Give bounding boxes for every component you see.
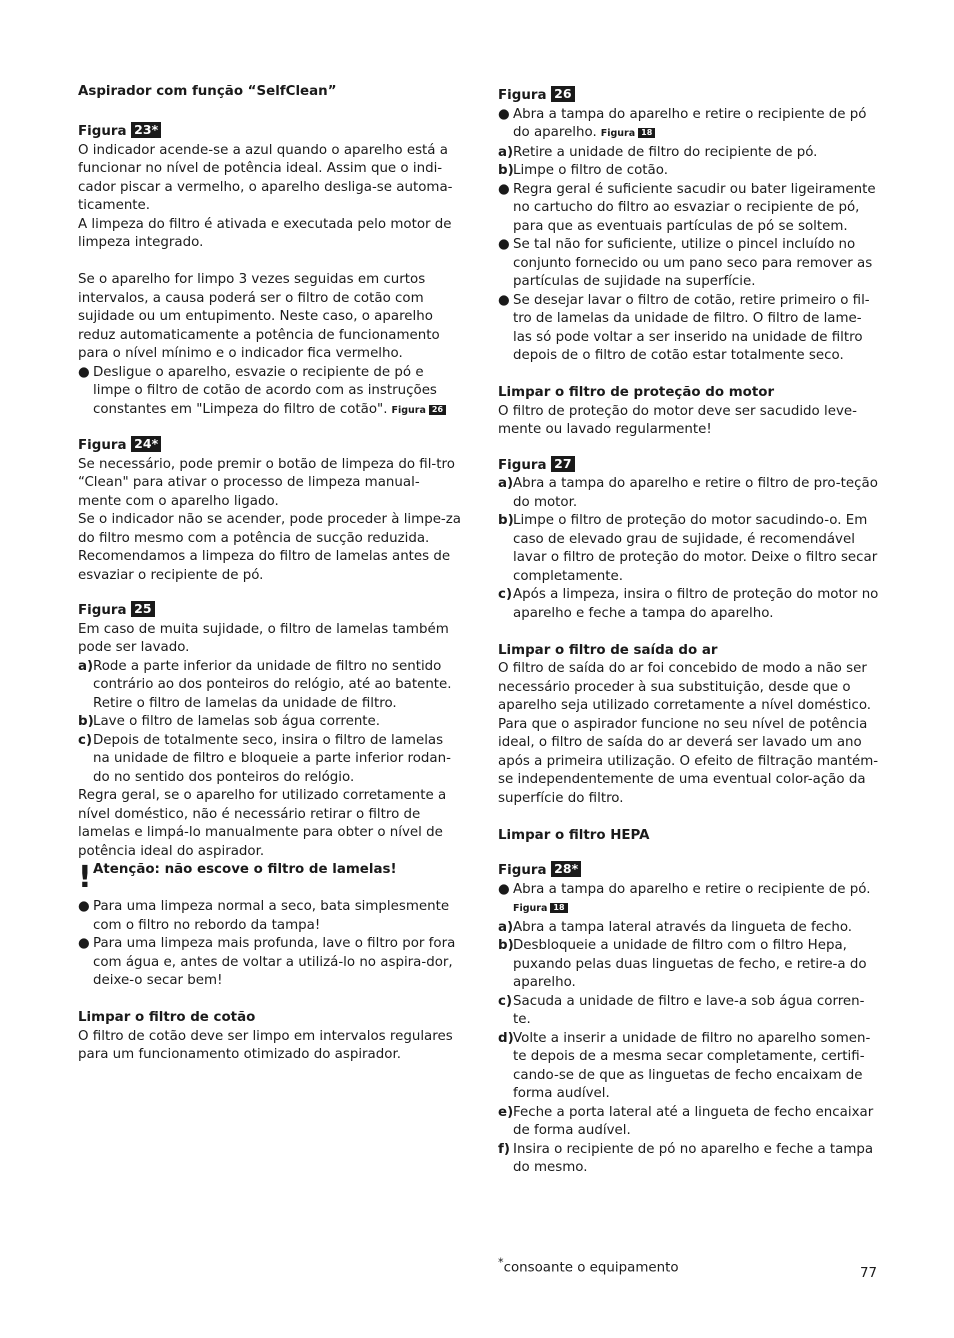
- list-item: ● Desligue o aparelho, esvazie o recipiente de pó e limpe o filtro de cotão de acordo com as instruções constantes em "Limpeza do filtro de cotão". Figura 26: [78, 364, 462, 421]
- figure-27-badge: 27: [551, 456, 574, 472]
- section-title: Aspirador com função “SelfClean”: [78, 84, 337, 99]
- exclamation-icon: !: [78, 860, 92, 895]
- paragraph: Em caso de muita sujidade, o filtro de lamelas também pode ser lavado.: [78, 621, 449, 655]
- page-number: 77: [860, 1266, 878, 1281]
- figure-25-badge: 25: [131, 601, 154, 617]
- figure-26-badge: 26: [551, 86, 574, 102]
- step-item: d) Volte a inserir a unidade de filtro no aparelho somen-te depois de a mesma secar completamente, certifi-cando-se de que as linguetas de fecho encaixam de forma audível.: [498, 1030, 871, 1101]
- bullet-icon: ●: [498, 106, 510, 122]
- bullet-icon: ●: [498, 237, 510, 252]
- step-item: b) Limpe o filtro de cotão.: [498, 163, 668, 178]
- list-item: ● Se tal não for suficiente, utilize o pincel incluído no conjunto fornecido ou um pano seco para remover as partículas de sujidade na superfície.: [498, 237, 873, 289]
- paragraph: Regra geral, se o aparelho for utilizado corretamente a nível doméstico, não é necessário retirar o filtro de lamelas e limpá-lo manualmente para obter o nível de potência ideal do aspirador.: [78, 788, 447, 859]
- step-item: f) Insira o recipiente de pó no aparelho e feche a tampa do mesmo.: [498, 1141, 874, 1175]
- warning-note: ! Atenção: não escove o filtro de lamelas!: [78, 860, 397, 895]
- figure-28-heading: Figura 28*: [498, 861, 880, 881]
- bullet-icon: ●: [498, 181, 510, 197]
- figure-24-badge: 24*: [131, 436, 161, 452]
- bullet-icon: ●: [498, 292, 510, 308]
- step-item: c) Após a limpeza, insira o filtro de proteção do motor no aparelho e feche a tampa do aparelho.: [498, 587, 879, 621]
- figure-26-heading: Figura 26: [498, 86, 880, 106]
- list-item: ● Abra a tampa do aparelho e retire o recipiente de pó. Figura 18: [498, 881, 871, 914]
- step-item: a) Abra a tampa lateral através da lingueta de fecho.: [498, 919, 853, 935]
- figure-23-badge: 23*: [131, 122, 161, 138]
- section-heading: Limpar o filtro de proteção do motor: [498, 385, 775, 400]
- section-heading: Limpar o filtro HEPA: [498, 827, 650, 843]
- figure-ref-badge: 18: [638, 128, 655, 138]
- section-heading: Limpar o filtro de cotão: [78, 1010, 256, 1025]
- paragraph: O filtro de cotão deve ser limpo em intervalos regulares para um funcionamento otimizado do aspirador.: [78, 1028, 453, 1062]
- bullet-icon: ●: [498, 881, 510, 897]
- step-item: b) Limpe o filtro de proteção do motor sacudindo-o. Em caso de elevado grau de sujidade, é recomendável lavar o filtro de proteção do motor. Deixe o filtro secar completamente.: [498, 513, 878, 584]
- bullet-icon: ●: [78, 364, 90, 380]
- figure-27-heading: Figura 27: [498, 456, 880, 476]
- figure-23-heading: Figura 23*: [78, 122, 462, 142]
- left-column: [78, 81, 462, 1065]
- step-item: a) Rode a parte inferior da unidade de filtro no sentido contrário ao dos ponteiros do relógio, até ao batente. Retire o filtro de lamelas da unidade de filtro.: [78, 658, 452, 711]
- paragraph: Se o aparelho for limpo 3 vezes seguidas em curtos intervalos, a causa poderá ser o filtro de cotão com sujidade ou um entupimento. Neste caso, o aparelho reduz automaticamente a potência de funcionamento para o nível mínimo e o indicador fica vermelho.: [78, 272, 440, 361]
- list-item: ● Abra a tampa do aparelho e retire o recipiente de pó do aparelho. Figura 18: [498, 106, 867, 140]
- list-item: ● Para uma limpeza mais profunda, lave o filtro por fora com água e, antes de voltar a utilizá-lo no aspira-dor, deixe-o secar bem!: [78, 936, 456, 988]
- step-item: b) Desbloqueie a unidade de filtro com o filtro Hepa, puxando pelas duas linguetas de fecho, e retire-a do aparelho.: [498, 938, 867, 990]
- paragraph: O filtro de proteção do motor deve ser sacudido leve-mente ou lavado regularmente!: [498, 403, 857, 437]
- step-item: e) Feche a porta lateral até a lingueta de fecho encaixar de forma audível.: [498, 1104, 874, 1138]
- figure-ref-badge: 26: [429, 405, 446, 415]
- figure-24-heading: Figura 24*: [78, 436, 462, 456]
- step-item: a) Abra a tampa do aparelho e retire o filtro de pro-teção do motor.: [498, 476, 878, 510]
- list-item: ● Regra geral é suficiente sacudir ou bater ligeiramente no cartucho do filtro ao esvaziar o recipiente de pó, para que as eventuais partículas de pó se soltem.: [498, 181, 876, 234]
- bullet-icon: ●: [78, 899, 90, 914]
- footnote: *consoante o equipamento: [498, 1256, 679, 1276]
- paragraph: Se necessário, pode premir o botão de limpeza do fil-tro “Clean" para ativar o processo de limpeza manual-mente com o aparelho ligado.: [78, 456, 455, 509]
- section-heading: Limpar o filtro de saída do ar: [498, 642, 718, 658]
- figure-28-badge: 28*: [551, 861, 581, 877]
- paragraph: Se o indicador não se acender, pode proceder à limpe-za do filtro mesmo com a potência de sucção reduzida. Recomendamos a limpeza do filtro de lamelas antes de esvaziar o recipiente de pó.: [78, 512, 461, 583]
- bullet-icon: ●: [78, 936, 90, 951]
- step-item: b) Lave o filtro de lamelas sob água corrente.: [78, 714, 381, 729]
- step-item: c) Depois de totalmente seco, insira o filtro de lamelas na unidade de filtro e bloqueie a parte inferior rodan-do no sentido dos ponteiros do relógio.: [78, 732, 451, 785]
- paragraph: O filtro de saída do ar foi concebido de modo a não ser necessário proceder à sua substituição, desde que o aparelho seja utilizado corretamente a nível doméstico. Para que o aspirador funcione no seu nível de potência ideal, o filtro de saída do ar deverá ser lavado um ano após a primeira utilização. O efeito de filtração mantém-se independentemente de uma eventual color-ação da superfície do filtro.: [498, 661, 879, 806]
- figure-25-heading: Figura 25: [78, 601, 462, 621]
- list-item: ● Se desejar lavar o filtro de cotão, retire primeiro o fil-tro de lamelas da unidade de filtro. O filtro de lame-las só pode voltar a ser inserido na unidade de filtro depois de o filtro de cotão estar totalmente seco.: [498, 292, 870, 363]
- step-item: a) Retire a unidade de filtro do recipiente de pó.: [498, 144, 818, 160]
- paragraph: O indicador acende-se a azul quando o aparelho está a funcionar no nível de potência ideal. Assim que o indi-cador piscar a vermelho, o aparelho desliga-se automa-ticamente.: [78, 142, 453, 213]
- right-column: [498, 81, 880, 1178]
- list-item: ● Para uma limpeza normal a seco, bata simplesmente com o filtro no rebordo da tampa!: [78, 899, 450, 933]
- figure-ref-badge: 18: [550, 903, 567, 913]
- step-item: c) Sacuda a unidade de filtro e lave-a sob água corren-te.: [498, 993, 865, 1027]
- paragraph: A limpeza do filtro é ativada e executada pelo motor de limpeza integrado.: [78, 216, 452, 250]
